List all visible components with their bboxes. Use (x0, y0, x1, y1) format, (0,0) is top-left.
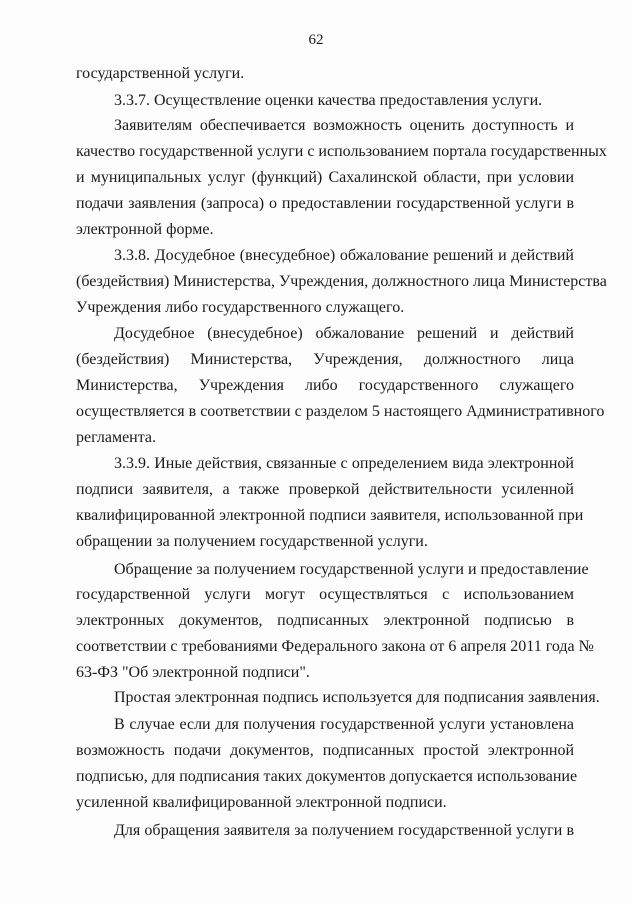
text-line: подачи заявления (запроса) о предоставлении государственной услуги в (76, 195, 574, 212)
text-line: подписью, для подписания таких документов допускается использование (76, 768, 578, 785)
text-line: Для обращения заявителя за получением государственной услуги в (114, 822, 574, 839)
text-line: государственной услуги могут осуществляться с использованием (76, 586, 574, 603)
text-line: Заявителям обеспечивается возможность оценить доступность и (114, 117, 574, 134)
text-line: усиленной квалифицированной электронной подписи. (76, 794, 447, 811)
text-line: 3.3.7. Осуществление оценки качества предоставления услуги. (114, 92, 543, 109)
text-line: Досудебное (внесудебное) обжалование решений и действий (114, 325, 574, 342)
text-line: государственной услуги. (76, 65, 245, 82)
text-line: осуществляется в соответствии с разделом 5 настоящего Административного (76, 403, 605, 420)
text-line: Обращение за получением государственной услуги и предоставление (114, 561, 589, 578)
text-line: Простая электронная подпись используется для подписания заявления. (114, 689, 600, 706)
text-line: подписи заявителя, а также проверкой действительности усиленной (76, 481, 574, 498)
text-line: (бездействия) Министерства, Учреждения, должностного лица (76, 351, 574, 368)
text-line: соответствии с требованиями Федерального закона от 6 апреля 2011 года № (76, 638, 594, 655)
text-line: возможность подачи документов, подписанных простой электронной (76, 742, 574, 759)
text-line: Министерства, Учреждения либо государственного служащего (76, 377, 574, 394)
text-line: 3.3.8. Досудебное (внесудебное) обжалование решений и действий (114, 247, 574, 264)
page-number: 62 (308, 32, 324, 48)
text-line: 63-ФЗ "Об электронной подписи". (76, 664, 310, 681)
text-line: обращении за получением государственной услуги. (76, 533, 428, 550)
text-line: качество государственной услуги с использованием портала государственных (76, 143, 607, 160)
text-line: Учреждения либо государственного служащего. (76, 299, 405, 316)
text-line: регламента. (76, 429, 157, 446)
text-line: электронных документов, подписанных электронной подписью в (76, 612, 574, 629)
text-line: (бездействия) Министерства, Учреждения, должностного лица Министерства (76, 273, 607, 290)
text-line: и муниципальных услуг (функций) Сахалинской области, при условии (76, 169, 574, 186)
text-line: 3.3.9. Иные действия, связанные с определением вида электронной (114, 455, 574, 472)
text-line: В случае если для получения государственной услуги установлена (114, 716, 574, 733)
text-line: квалифицированной электронной подписи заявителя, использованной при (76, 507, 584, 524)
text-line: электронной форме. (76, 221, 214, 238)
